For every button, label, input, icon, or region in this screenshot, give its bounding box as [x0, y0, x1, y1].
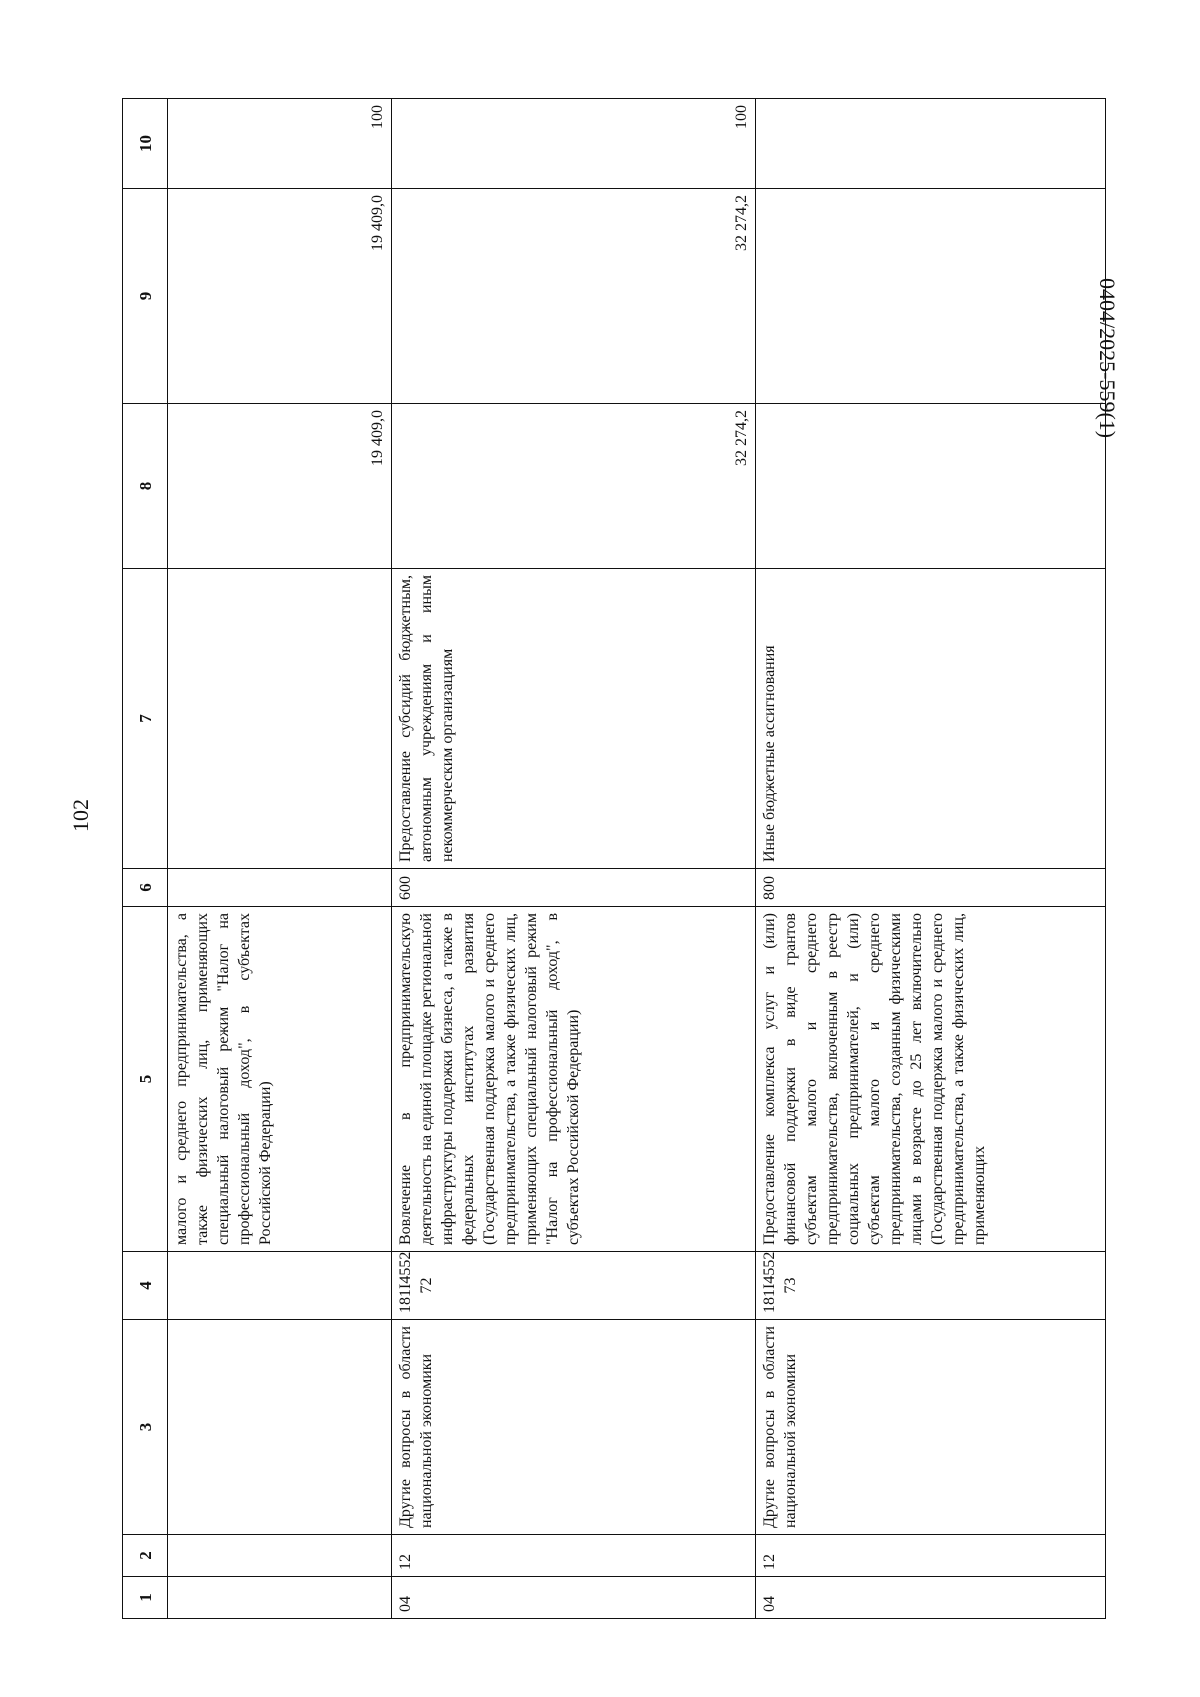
table-header-row: [123, 99, 168, 1619]
cell-percent: [756, 99, 1106, 189]
cell-actual-amount: 32 274,2: [392, 189, 756, 404]
cell-target-code: 181I4552 73: [756, 1252, 1106, 1320]
cell-percent: 100: [168, 99, 392, 189]
budget-table: [122, 98, 1106, 1619]
cell-actual-amount: 19 409,0: [168, 189, 392, 404]
cell-expense-type: [168, 869, 392, 907]
document-code: 0404/2025-559(1): [1095, 278, 1120, 439]
cell-description: Предоставление комплекса услуг и (или) финансовой поддержки в виде грантов субъектам малого и среднего предпринимательства, включенным в реестр социальных предпринимателей, и (или) субъектам малого и среднего предпринимательства, созданным физическими лицами в возрасте до 25 лет включительно (Государственная поддержка малого и среднего предпринимательства, а также физических лиц, применяющих: [756, 907, 1106, 1252]
cell-subsection: [168, 1535, 392, 1577]
cell-target-code: [168, 1252, 392, 1320]
cell-plan-amount: [756, 404, 1106, 569]
cell-expense-type-name: Иные бюджетные ассигнования: [756, 569, 1106, 869]
cell-subsection: 12: [756, 1535, 1106, 1577]
cell-description: малого и среднего предпринимательства, а также физических лиц, применяющих специальный налоговый режим "Налог на профессиональный доход", в субъектах Российской Федерации): [168, 907, 392, 1252]
header-col-9: 9: [123, 189, 168, 404]
header-col-5: 5: [123, 907, 168, 1252]
header-col-7: 7: [123, 569, 168, 869]
header-col-10: 10: [123, 99, 168, 189]
cell-plan-amount: 19 409,0: [168, 404, 392, 569]
rotated-table-container: [122, 99, 1098, 1619]
cell-section: 04: [756, 1577, 1106, 1619]
header-col-4: 4: [123, 1252, 168, 1320]
cell-expense-type-name: Предоставление субсидий бюджетным, автономным учреждениям и иным некоммерческим организациям: [392, 569, 756, 869]
header-col-6: 6: [123, 869, 168, 907]
cell-section: 04: [392, 1577, 756, 1619]
cell-section-name: [168, 1320, 392, 1535]
cell-plan-amount: 32 274,2: [392, 404, 756, 569]
cell-description: Вовлечение в предпринимательскую деятельность на единой площадке региональной инфраструктуры поддержки бизнеса, а также в федеральных институтах развития (Государственная поддержка малого и среднего предпринимательства, а также физических лиц, применяющих специальный налоговый режим "Налог на профессиональный доход", в субъектах Российской Федерации): [392, 907, 756, 1252]
cell-section-name: Другие вопросы в области национальной экономики: [756, 1320, 1106, 1535]
cell-actual-amount: [756, 189, 1106, 404]
cell-target-code: 181I4552 72: [392, 1252, 756, 1320]
cell-section-name: Другие вопросы в области национальной экономики: [392, 1320, 756, 1535]
page-number: 102: [68, 799, 93, 832]
header-col-8: 8: [123, 404, 168, 569]
header-col-1: 1: [123, 1577, 168, 1619]
table-row: [168, 99, 392, 1619]
cell-percent: 100: [392, 99, 756, 189]
table-row: [392, 99, 756, 1619]
header-col-2: 2: [123, 1535, 168, 1577]
header-col-3: 3: [123, 1320, 168, 1535]
cell-expense-type: 600: [392, 869, 756, 907]
table-row: [756, 99, 1106, 1619]
cell-subsection: 12: [392, 1535, 756, 1577]
cell-section: [168, 1577, 392, 1619]
cell-expense-type-name: [168, 569, 392, 869]
cell-expense-type: 800: [756, 869, 1106, 907]
